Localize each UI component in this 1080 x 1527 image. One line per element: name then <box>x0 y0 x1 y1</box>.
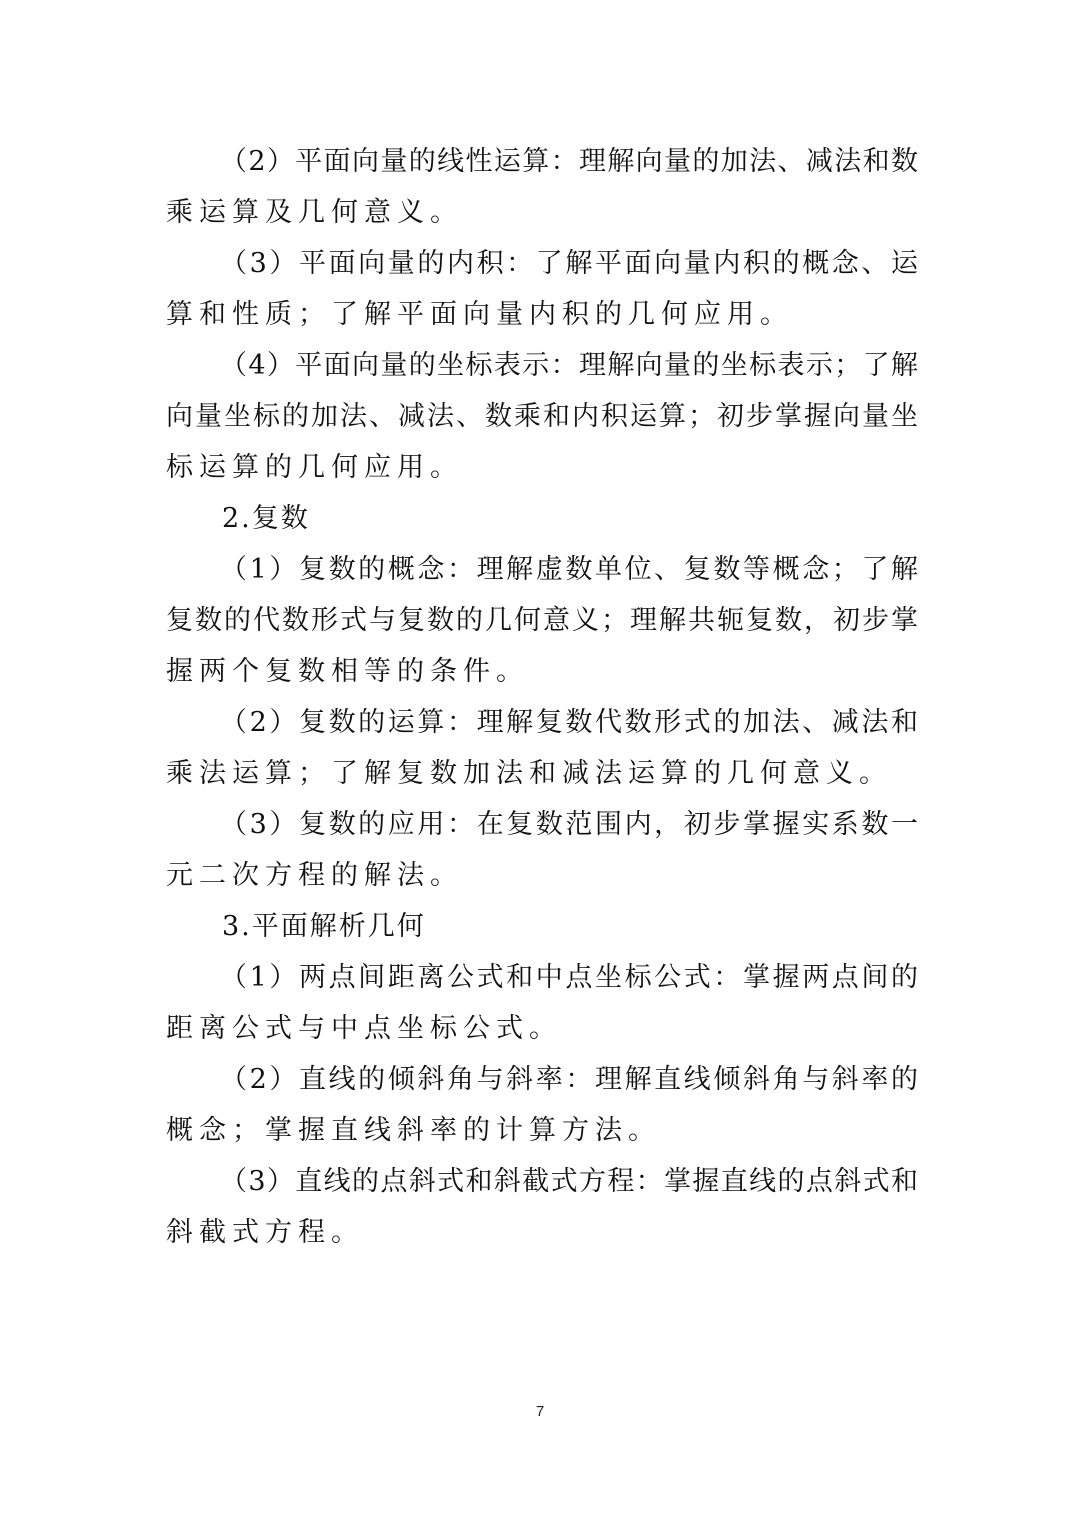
page-number: 7 <box>535 1403 545 1420</box>
paragraph-line: 乘法运算；了解复数加法和减法运算的几何意义。 <box>166 758 892 789</box>
paragraph-line: 元二次方程的解法。 <box>166 860 463 891</box>
paragraph-line: 握两个复数相等的条件。 <box>166 656 529 687</box>
paragraph-line: （1）两点间距离公式和中点坐标公式：掌握两点间的 <box>220 962 918 993</box>
paragraph-line: （2）复数的运算：理解复数代数形式的加法、减法和 <box>220 707 918 738</box>
paragraph-line: 概念；掌握直线斜率的计算方法。 <box>166 1115 661 1146</box>
paragraph-line: 复数的代数形式与复数的几何意义；理解共轭复数，初步掌 <box>166 605 918 636</box>
paragraph-line: （4）平面向量的坐标表示：理解向量的坐标表示；了解 <box>220 350 918 381</box>
paragraph-line: 乘运算及几何意义。 <box>166 197 463 228</box>
paragraph-line: 向量坐标的加法、减法、数乘和内积运算；初步掌握向量坐 <box>166 401 918 432</box>
document-body <box>166 136 918 1258</box>
paragraph-line: 距离公式与中点坐标公式。 <box>166 1013 562 1044</box>
paragraph-line: （1）复数的概念：理解虚数单位、复数等概念；了解 <box>220 554 918 585</box>
paragraph-line: 算和性质；了解平面向量内积的几何应用。 <box>166 299 793 330</box>
paragraph-line: （3）平面向量的内积：了解平面向量内积的概念、运 <box>220 248 918 279</box>
paragraph-line: （2）平面向量的线性运算：理解向量的加法、减法和数 <box>220 146 918 177</box>
paragraph-line: （3）复数的应用：在复数范围内，初步掌握实系数一 <box>220 809 918 840</box>
section-heading: 2.复数 <box>222 503 310 534</box>
paragraph-line: （3）直线的点斜式和斜截式方程：掌握直线的点斜式和 <box>220 1166 918 1197</box>
section-heading: 3.平面解析几何 <box>222 911 426 942</box>
paragraph-line: 斜截式方程。 <box>166 1217 364 1248</box>
paragraph-line: 标运算的几何应用。 <box>166 452 463 483</box>
paragraph-line: （2）直线的倾斜角与斜率：理解直线倾斜角与斜率的 <box>220 1064 918 1095</box>
